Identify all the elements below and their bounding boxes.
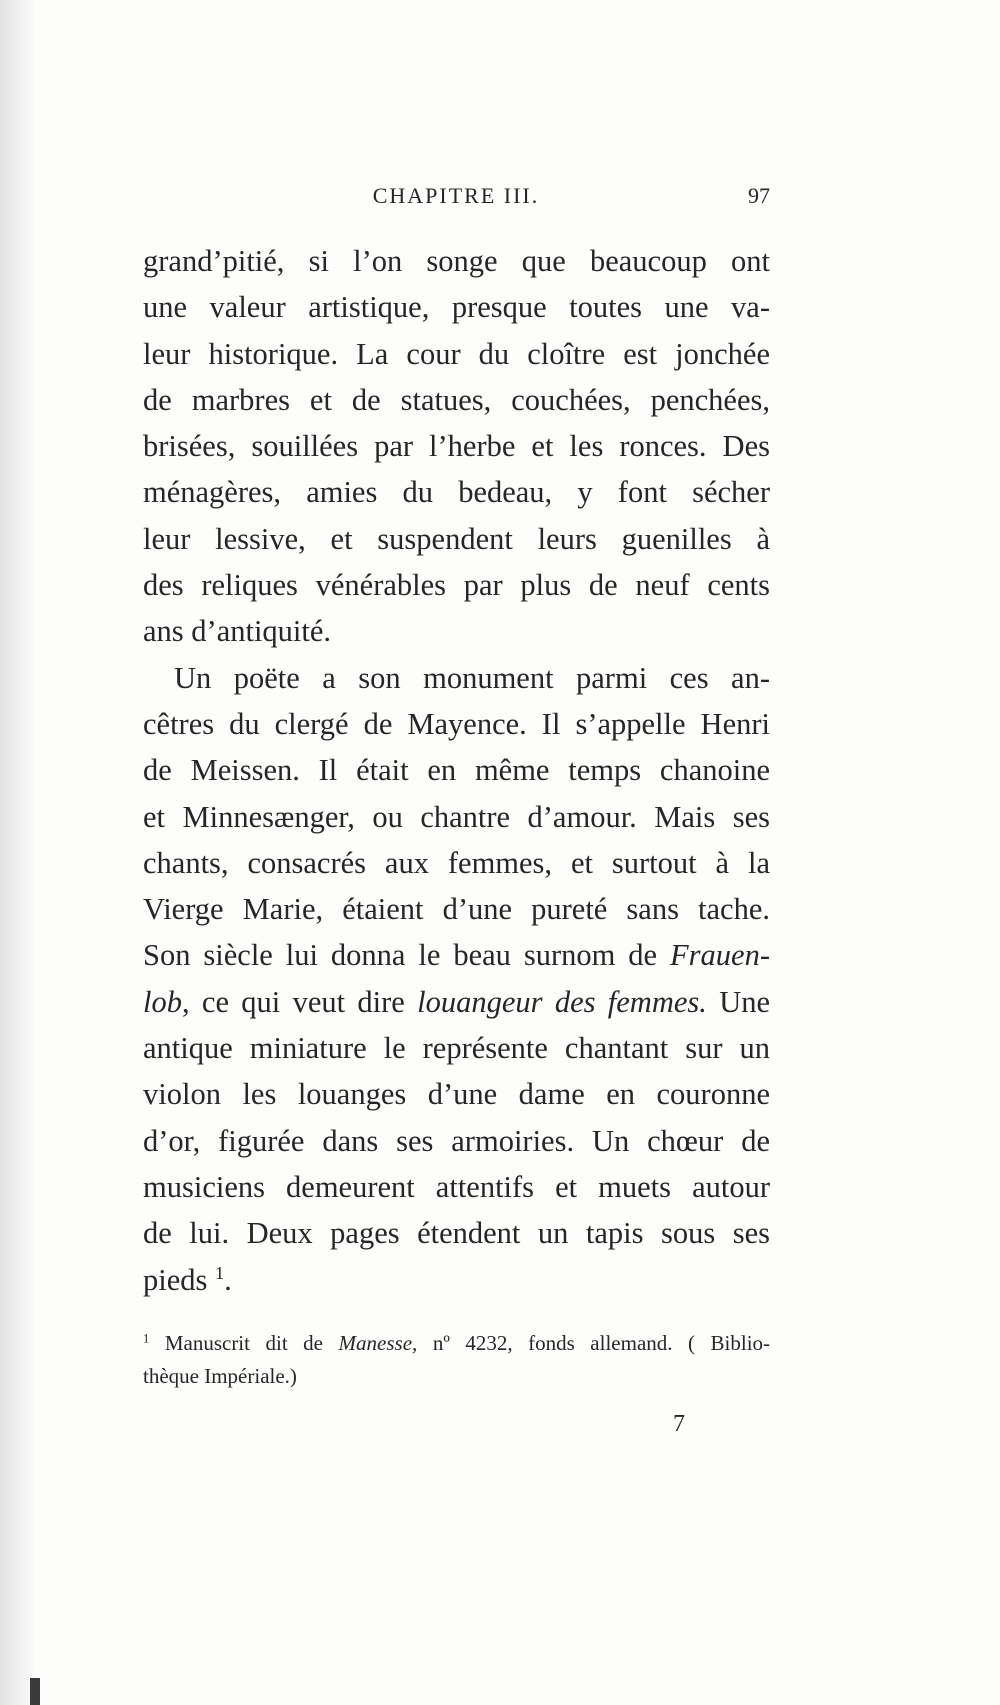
text-line: ans d’antiquité.: [143, 614, 332, 649]
text-line: lob, ce qui veut dire louangeur des femmes. Une: [143, 984, 771, 1019]
text-line: antique miniature le représente chantant sur un: [143, 1031, 770, 1066]
signature-mark: 7: [673, 1411, 685, 1437]
binding-mark: [30, 1678, 40, 1705]
running-head: CHAPITRE III.: [372, 183, 540, 208]
text-line: musiciens demeurent attentifs et muets autour: [143, 1169, 770, 1204]
text-line: de lui. Deux pages étendent un tapis sous ses: [143, 1216, 770, 1251]
text-line: brisées, souillées par l’herbe et les ronces. Des: [143, 429, 770, 464]
body-text: [143, 238, 770, 1303]
page-header: [142, 181, 770, 211]
text-line: grand’pitié, si l’on songe que beaucoup ont: [143, 244, 770, 278]
footnote-title: Manesse,: [338, 1331, 418, 1355]
text-line: violon les louanges d’une dame en couronne: [143, 1077, 770, 1112]
footnote-line: thèque Impériale.): [143, 1364, 297, 1388]
text-line: pieds $^1$.: [143, 1262, 232, 1297]
text-line: leur historique. La cour du cloître est jonchée: [143, 336, 770, 371]
page-gutter: [0, 0, 34, 1705]
text-segment: pieds: [143, 1262, 208, 1297]
footnote-text: nº 4232, fonds allemand. ( Biblio-: [432, 1331, 771, 1355]
text-segment: Son siècle lui donna le beau surnom de: [143, 938, 658, 973]
text-line: des reliques vénérables par plus de neuf cents: [143, 568, 770, 603]
text-line: Vierge Marie, étaient d’une pureté sans tache.: [143, 892, 770, 927]
text-line: cêtres du clergé de Mayence. Il s’appelle Henri: [143, 706, 770, 741]
italic-phrase: louangeur des femmes.: [417, 984, 707, 1019]
text-line: de Meissen. Il était en même temps chanoine: [143, 753, 770, 788]
italic-term: Frauen-: [670, 938, 770, 973]
text-line: Un poëte a son monument parmi ces an-: [174, 660, 770, 695]
footnote-line: [143, 1327, 770, 1360]
footnote-marker: 1: [143, 1331, 150, 1346]
text-segment: ce qui veut dire: [201, 984, 405, 1019]
text-line: de marbres et de statues, couchées, penchées,: [143, 382, 770, 417]
text-line: une valeur artistique, presque toutes une va-: [143, 290, 770, 325]
text-line: d’or, figurée dans ses armoiries. Un chœur de: [143, 1123, 770, 1158]
text-line: leur lessive, et suspendent leurs guenilles à: [143, 521, 770, 556]
footnote-text: Manuscrit dit de: [164, 1331, 324, 1355]
text-line: et Minnesænger, ou chantre d’amour. Mais ses: [143, 799, 770, 834]
text-line: chants, consacrés aux femmes, et surtout à la: [143, 845, 770, 880]
italic-term: lob: [143, 984, 182, 1019]
page-number: 97: [748, 183, 770, 208]
footnote-reference: 1: [215, 1262, 225, 1283]
text-line: ménagères, amies du bedeau, y font sécher: [143, 475, 770, 510]
text-line: [143, 932, 770, 978]
text-segment: Une: [719, 984, 771, 1019]
footnote: [143, 1327, 770, 1393]
